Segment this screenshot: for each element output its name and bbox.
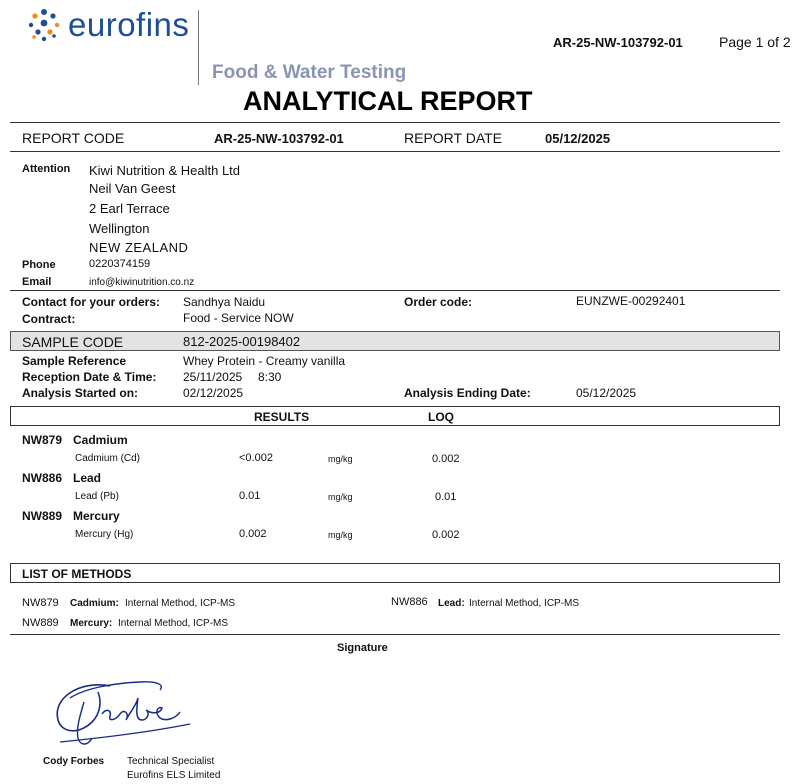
email-label: Email xyxy=(22,276,52,288)
attention-line: Kiwi Nutrition & Health Ltd xyxy=(89,163,241,178)
method-name: Cadmium: xyxy=(70,598,119,609)
report-date-label: REPORT DATE xyxy=(404,130,503,146)
method-code: NW886 xyxy=(391,596,428,608)
signatory-company: Eurofins ELS Limited xyxy=(127,770,221,781)
reception-time: 8:30 xyxy=(258,370,282,384)
results-header-box xyxy=(10,406,780,426)
email-value: info@kiwinutrition.co.nz xyxy=(89,277,195,288)
divider xyxy=(10,634,780,635)
attention-line: 2 Earl Terrace xyxy=(89,201,170,216)
result-code: NW886 xyxy=(22,471,63,485)
result-name: Mercury xyxy=(73,509,120,523)
sample-code-value: 812-2025-00198402 xyxy=(183,334,301,349)
loq-header: LOQ xyxy=(428,410,454,424)
attention-label: Attention xyxy=(22,163,71,175)
page-title: ANALYTICAL REPORT xyxy=(243,86,533,116)
method-desc: Internal Method, ICP-MS xyxy=(125,598,236,609)
report-date-value: 05/12/2025 xyxy=(545,131,611,146)
ending-label: Analysis Ending Date: xyxy=(404,386,531,400)
order-code-value: EUNZWE-00292401 xyxy=(576,294,686,308)
result-unit: mg/kg xyxy=(328,454,353,464)
attention-line: Wellington xyxy=(89,221,150,236)
sample-ref-value: Whey Protein - Creamy vanilla xyxy=(183,354,346,368)
header-subtitle: Food & Water Testing xyxy=(212,62,407,83)
method-name: Lead: xyxy=(438,598,465,609)
report-code-value: AR-25-NW-103792-01 xyxy=(214,131,344,146)
result-name: Cadmium xyxy=(73,433,128,447)
report-code-label: REPORT CODE xyxy=(22,130,125,146)
signature-label: Signature xyxy=(337,642,388,654)
method-desc: Internal Method, ICP-MS xyxy=(118,618,229,629)
order-code-label: Order code: xyxy=(404,295,473,309)
result-value: <0.002 xyxy=(239,452,273,464)
method-name: Mercury: xyxy=(70,618,113,629)
signatory-role: Technical Specialist xyxy=(127,756,215,767)
contact-label: Contact for your orders: xyxy=(22,295,161,309)
brand-name: eurofins xyxy=(68,6,190,43)
phone-label: Phone xyxy=(22,259,56,271)
reception-date: 25/11/2025 xyxy=(183,370,243,384)
divider xyxy=(10,151,780,152)
started-value: 02/12/2025 xyxy=(183,386,244,400)
result-code: NW889 xyxy=(22,509,63,523)
result-param: Lead (Pb) xyxy=(75,491,119,502)
result-code: NW879 xyxy=(22,433,63,447)
contract-value: Food - Service NOW xyxy=(183,311,294,325)
result-value: 0.002 xyxy=(239,528,267,540)
contact-value: Sandhya Naidu xyxy=(183,295,266,309)
result-value: 0.01 xyxy=(239,490,261,502)
phone-value: 0220374159 xyxy=(89,258,151,270)
header-divider xyxy=(198,10,199,85)
eurofins-logo-icon xyxy=(24,6,64,46)
result-name: Lead xyxy=(73,471,102,485)
sample-ref-label: Sample Reference xyxy=(22,354,127,368)
result-loq: 0.002 xyxy=(432,453,460,465)
handwritten-signature-icon xyxy=(40,668,200,758)
started-label: Analysis Started on: xyxy=(22,386,139,400)
method-code: NW889 xyxy=(22,617,59,629)
sample-code-label: SAMPLE CODE xyxy=(22,334,124,350)
contract-label: Contract: xyxy=(22,312,76,326)
attention-line: Neil Van Geest xyxy=(89,181,176,196)
ending-value: 05/12/2025 xyxy=(576,386,637,400)
result-unit: mg/kg xyxy=(328,530,353,540)
attention-line: NEW ZEALAND xyxy=(89,240,189,255)
method-code: NW879 xyxy=(22,597,59,609)
divider xyxy=(10,122,780,123)
method-desc: Internal Method, ICP-MS xyxy=(469,598,580,609)
header-report-code: AR-25-NW-103792-01 xyxy=(553,35,683,50)
methods-header: LIST OF METHODS xyxy=(22,567,132,581)
sample-code-bar xyxy=(10,331,780,351)
result-unit: mg/kg xyxy=(328,492,353,502)
results-header: RESULTS xyxy=(254,410,310,424)
result-param: Cadmium (Cd) xyxy=(75,453,141,464)
page-number: Page 1 of 2 xyxy=(719,34,791,50)
divider xyxy=(10,290,780,291)
signatory-name: Cody Forbes xyxy=(43,756,105,767)
result-loq: 0.002 xyxy=(432,529,460,541)
reception-label: Reception Date & Time: xyxy=(22,370,157,384)
result-param: Mercury (Hg) xyxy=(75,529,134,540)
result-loq: 0.01 xyxy=(435,491,457,503)
